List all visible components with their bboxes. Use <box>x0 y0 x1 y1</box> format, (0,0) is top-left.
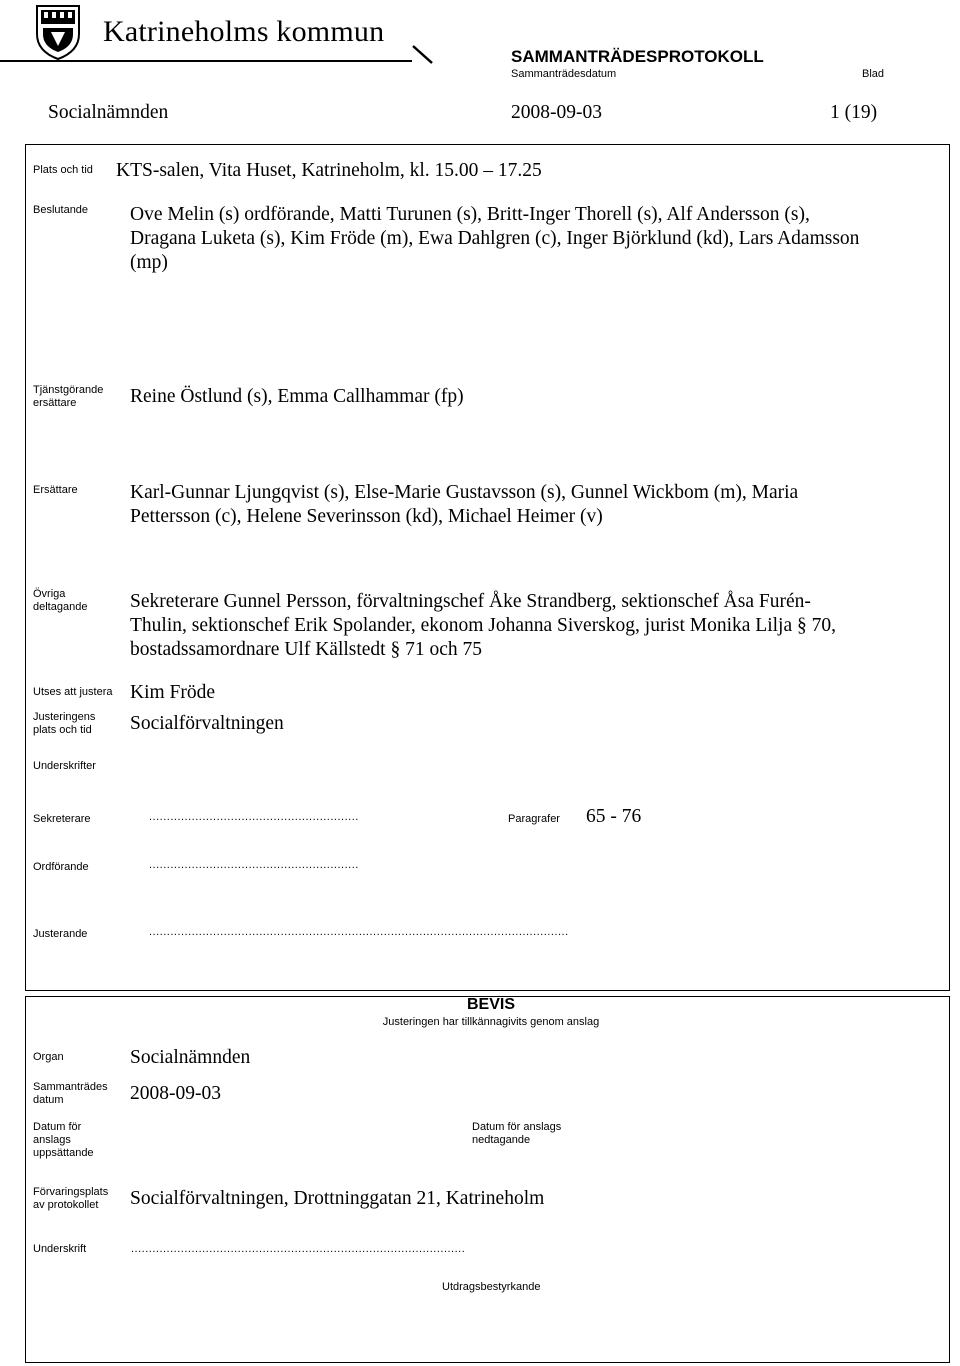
removal-date-label: Datum för anslags nedtagande <box>472 1121 562 1146</box>
decision-line: Dragana Luketa (s), Kim Fröde (m), Ewa Dahlgren (c), Inger Björklund (kd), Lars Adamsson <box>130 228 860 249</box>
municipality-crest <box>33 2 83 60</box>
substitutes-line: Pettersson (c), Helene Severinsson (kd), Michael Heimer (v) <box>130 506 603 527</box>
header-page-number: 1 (19) <box>830 102 878 123</box>
posting-date-label: Datum för anslags uppsättande <box>33 1121 94 1159</box>
storage-label: Förvaringsplats av protokollet <box>33 1186 109 1211</box>
other-participants-line: Thulin, sektionschef Erik Spolander, ekonom Johanna Siverskog, jurist Monika Lilja § 70, <box>130 615 836 636</box>
header-rule-slash <box>410 44 434 66</box>
paragraphs-value: 65 - 76 <box>586 806 642 827</box>
other-participants-line: Sekreterare Gunnel Persson, förvaltningschef Åke Strandberg, sektionschef Åsa Furén- <box>130 591 811 612</box>
acting-substitutes-label: Tjänstgörande ersättare <box>33 384 104 409</box>
header-date: 2008-09-03 <box>511 102 602 123</box>
substitutes-line: Karl-Gunnar Ljungqvist (s), Else-Marie Gustavsson (s), Gunnel Wickbom (m), Maria <box>130 482 799 503</box>
page-caption: Blad <box>862 68 885 80</box>
header-organ: Socialnämnden <box>48 102 169 123</box>
decision-line: Ove Melin (s) ordförande, Matti Turunen (s), Britt-Inger Thorell (s), Alf Andersson (s), <box>130 204 810 225</box>
meeting-date-label: Sammanträdes datum <box>33 1081 108 1106</box>
signature-label: Underskrift <box>33 1243 87 1255</box>
substitutes-label: Ersättare <box>33 484 78 496</box>
substitutes-list <box>130 481 798 529</box>
meeting-date-caption: Sammanträdesdatum <box>511 68 617 80</box>
secretary-label: Sekreterare <box>33 813 91 825</box>
place-value: KTS-salen, Vita Huset, Katrineholm, kl. 15.00 – 17.25 <box>116 160 542 181</box>
adjuster-appointed-value: Kim Fröde <box>130 682 216 703</box>
proof-subtitle: Justeringen har tillkännagivits genom anslag <box>382 1016 600 1028</box>
signatures-title: Underskrifter <box>33 760 96 772</box>
adjustment-place-label: Justeringens plats och tid <box>33 711 96 736</box>
place-label: Plats och tid <box>33 164 93 176</box>
decision-line: (mp) <box>130 252 168 273</box>
meeting-date-value: 2008-09-03 <box>130 1083 221 1104</box>
proof-signature-line: .............................................................................................. <box>131 1243 466 1255</box>
storage-value: Socialförvaltningen, Drottninggatan 21, Katrineholm <box>130 1188 545 1209</box>
document-type: SAMMANTRÄDESPROTOKOLL <box>511 47 764 66</box>
chair-label: Ordförande <box>33 861 89 873</box>
decision-makers-label: Beslutande <box>33 204 89 216</box>
municipality-name: Katrineholms kommun <box>103 15 385 48</box>
adjuster-label: Justerande <box>33 928 88 940</box>
header-rule <box>0 60 412 62</box>
decision-makers-list <box>130 203 859 275</box>
other-participants-line: bostadssamordnare Ulf Källstedt § 71 och 75 <box>130 639 483 660</box>
adjustment-place-value: Socialförvaltningen <box>130 713 284 734</box>
organ-value: Socialnämnden <box>130 1047 251 1068</box>
secretary-signature-line: ........................................................... <box>149 811 359 823</box>
chair-signature-line: ........................................................... <box>149 859 359 871</box>
other-participants-label: Övriga deltagande <box>33 588 88 613</box>
adjuster-appointed-label: Utses att justera <box>33 686 113 698</box>
proof-title: BEVIS <box>466 996 515 1013</box>
acting-substitutes-value: Reine Östlund (s), Emma Callhammar (fp) <box>130 386 464 407</box>
other-participants-list <box>130 590 836 662</box>
extract-certification-label: Utdragsbestyrkande <box>442 1281 541 1293</box>
paragraphs-label: Paragrafer <box>508 813 560 825</box>
adjuster-signature-line: ...................................................................................................................... <box>149 926 569 938</box>
organ-label: Organ <box>33 1051 64 1063</box>
